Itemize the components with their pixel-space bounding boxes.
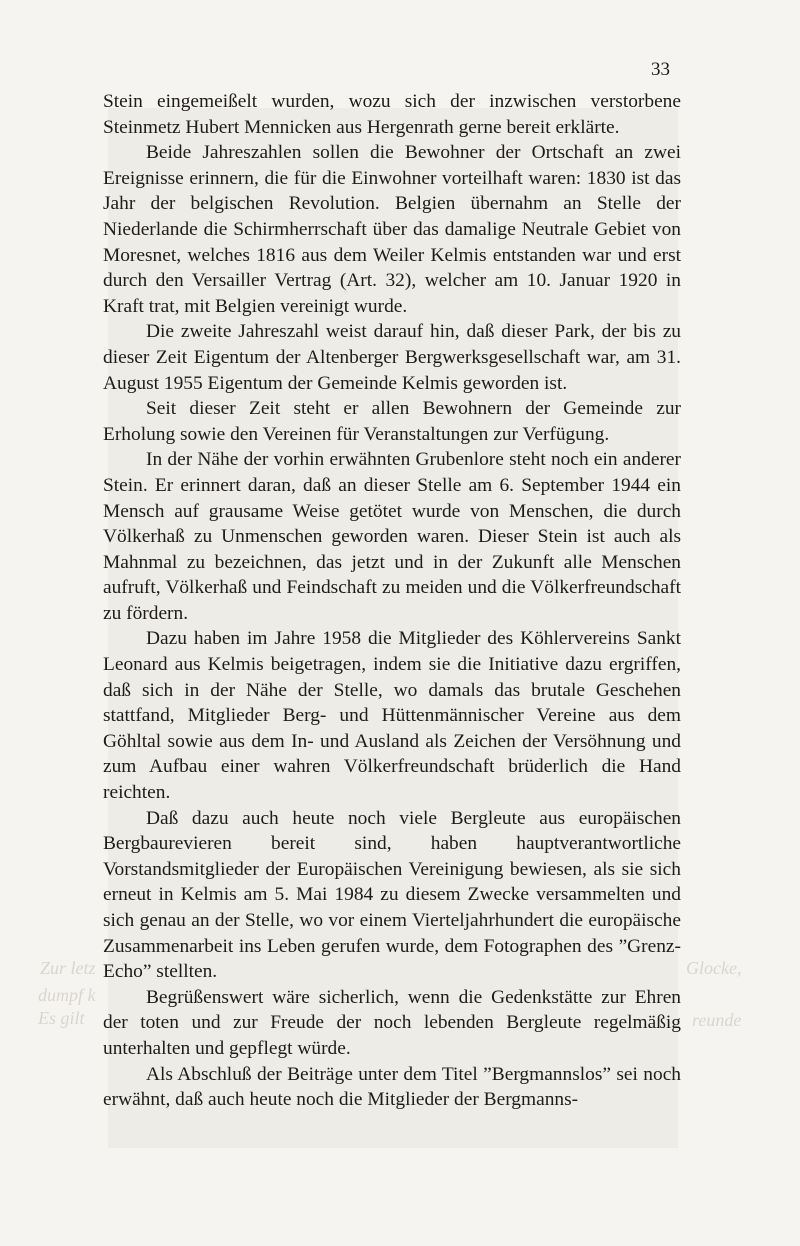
bleed-through-text: dumpf k xyxy=(38,985,96,1005)
paragraph: Dazu haben im Jahre 1958 die Mitglieder des Köhlervereins Sankt Leonard aus Kelmis beigetragen, indem sie die Initiative dazu ergriffen, daß sich in der Nähe der Stelle, wo damals das brutale Geschehen stattfand, Mitglieder Berg- und Hüttenmännischer Vereine aus dem Göhltal sowie aus dem In- und Ausland als Zeichen der Versöhnung und zum Aufbau einer wahren Völkerfreundschaft brüderlich die Hand reichten. xyxy=(103,628,681,804)
paragraph: Seit dieser Zeit steht er allen Bewohnern der Gemeinde zur Erholung sowie den Vereinen für Veranstaltungen zur Verfügung. xyxy=(103,398,681,445)
bleed-through-text: Zur letz xyxy=(40,958,96,978)
body-text xyxy=(103,89,681,1113)
bleed-through-text: Es gilt xyxy=(38,1008,85,1028)
page-number: 33 xyxy=(651,59,670,80)
bleed-through-text: Glocke, xyxy=(686,958,742,978)
bleed-through-text: reunde xyxy=(692,1010,742,1030)
paragraph: Stein eingemeißelt wurden, wozu sich der inzwischen verstorbene Steinmetz Hubert Mennicken aus Hergenrath gerne bereit erklärte. xyxy=(103,91,681,138)
paragraph: Die zweite Jahreszahl weist darauf hin, daß dieser Park, der bis zu dieser Zeit Eigentum der Altenberger Bergwerksgesellschaft war, am 31. August 1955 Eigentum der Gemeinde Kelmis geworden ist. xyxy=(103,321,681,394)
paragraph: Begrüßenswert wäre sicherlich, wenn die Gedenkstätte zur Ehren der toten und zur Freude der noch lebenden Bergleute regelmäßig unterhalten und gepflegt würde. xyxy=(103,986,681,1059)
paragraph: In der Nähe der vorhin erwähnten Grubenlore steht noch ein anderer Stein. Er erinnert daran, daß an dieser Stelle am 6. September 1944 ein Mensch auf grausame Weise getötet wurde von Menschen, die durch Völkerhaß zu Unmenschen geworden waren. Dieser Stein ist auch als Mahnmal zu bezeichnen, das jetzt und in der Zukunft alle Menschen aufruft, Völkerhaß und Feindschaft zu meiden und die Völkerfreundschaft zu fördern. xyxy=(103,449,681,624)
paragraph: Als Abschluß der Beiträge unter dem Titel ”Bergmannslos” sei noch erwähnt, daß auch heute noch die Mitglieder der Bergmanns- xyxy=(103,1063,681,1111)
paragraph: Beide Jahreszahlen sollen die Bewohner der Ortschaft an zwei Ereignisse erinnern, die für die Einwohner vorteilhaft waren: 1830 ist das Jahr der belgischen Revolution. Belgien übernahm an Stelle der Niederlande die Schirmherrschaft über das damalige Neutrale Gebiet von Moresnet, welches 1816 aus dem Weiler Kelmis entstanden war und erst durch den Versailler Vertrag (Art. 32), welcher am 10. Januar 1920 in Kraft trat, mit Belgien vereinigt wurde. xyxy=(103,142,681,317)
paragraph: Daß dazu auch heute noch viele Bergleute aus europäischen Bergbaurevieren bereit sind, haben hauptverantwortliche Vorstandsmitglieder der Europäischen Vereinigung bewiesen, als sie sich erneut in Kelmis am 5. Mai 1984 zu diesem Zwecke versammelten und sich genau an der Stelle, wo vor einem Vierteljahrhundert die europäische Zusammenarbeit ins Leben gerufen wurde, dem Fotographen des ”Grenz-Echo” stellten. xyxy=(103,807,681,983)
